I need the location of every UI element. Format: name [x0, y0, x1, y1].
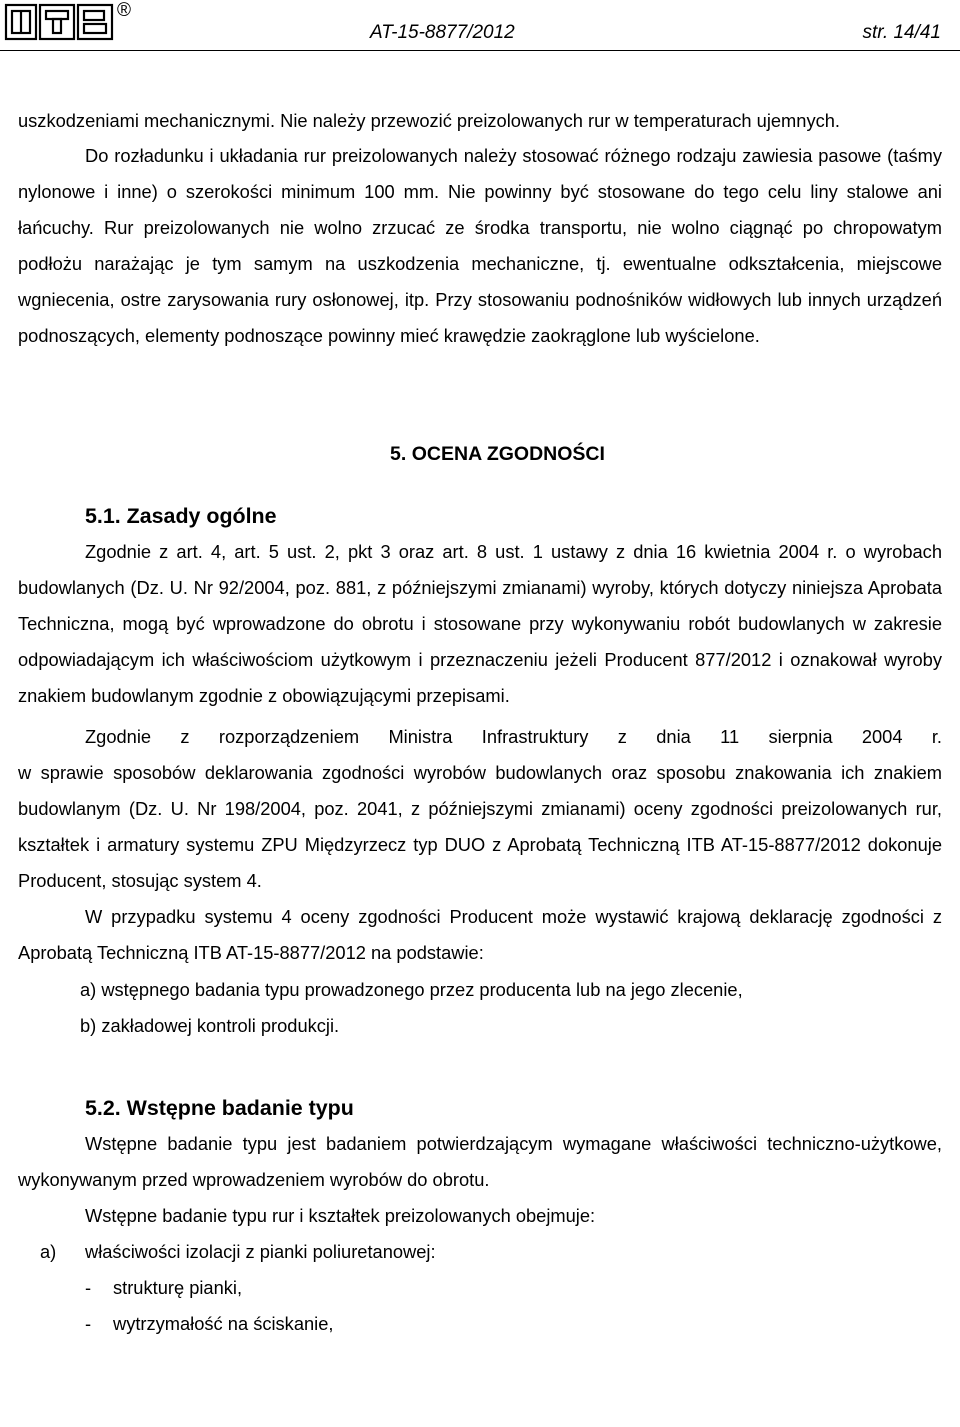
dash-list-item — [18, 1306, 942, 1342]
list-item: a) wstępnego badania typu prowadzonego przez producenta lub na jego zlecenie, — [80, 979, 743, 1000]
body-paragraph: Zgodnie z art. 4, art. 5 ust. 2, pkt 3 oraz art. 8 ust. 1 ustawy z dnia 16 kwietnia 2004 r. o wyrobach budowlanych (Dz. U. Nr 92/2004, poz. 881, z późniejszymi zmianami) wyroby, których dotyczy niniejsza Aprobata Techniczna, mogą być wprowadzone do obrotu i stosowane przy wykonywaniu robót budowlanych w zakresie odpowiadającym ich właściwościom użytkowym i przeznaczeniu jeżeli Producent 877/2012 i oznakował wyroby znakiem budowlanym zgodnie z obowiązującymi przepisami. — [18, 541, 942, 706]
body-paragraph: Wstępne badanie typu jest badaniem potwierdzającym wymagane właściwości techniczno-użytkowe, wykonywanym przed wprowadzeniem wyrobów do obrotu. — [18, 1133, 942, 1190]
list-item-text: właściwości izolacji z pianki poliuretanowej: — [85, 1241, 436, 1262]
dash-list-item — [18, 1270, 942, 1306]
body-paragraph: Do rozładunku i układania rur preizolowanych należy stosować różnego rodzaju zawiesia pasowe (taśmy nylonowe i inne) o szerokości minimum 100 mm. Nie powinny być stosowane do tego celu liny stalowe ani łańcuchy. Rur preizolowanych nie wolno zrzucać ze środka transportu, nie wolno ciągnąć po chropowatym podłożu narażając je tym samym na uszkodzenia mechaniczne, tj. ewentualne odkształcenia, miejscowe wgniecenia, ostre zarysowania rury osłonowej, itp. Przy stosowaniu podnośników widłowych lub innych urządzeń podnoszących, elementy podnoszące powinny mieć krawędzie zaokrąglone lub wyścielone. — [18, 145, 942, 346]
body-paragraph: W przypadku systemu 4 oceny zgodności Producent może wystawić krajową deklarację zgodności z Aprobatą Techniczną ITB AT-15-8877/2012 na podstawie: — [18, 906, 942, 963]
header-page-number: str. 14/41 — [862, 22, 941, 43]
page-header — [0, 0, 960, 60]
body-paragraph: w sprawie sposobów deklarowania zgodności wyrobów budowlanych oraz sposobu znakowania ich znakiem budowlanym (Dz. U. Nr 198/2004, poz. 2041, z późniejszymi zmianami) oceny zgodności preizolowanych rur, kształtek i armatury systemu ZPU Międzyrzecz typ DUO z Aprobatą Techniczną ITB AT-15-8877/2012 dokonuje Producent, stosując system 4. — [18, 762, 942, 891]
itb-logo — [4, 2, 116, 42]
body-paragraph: uszkodzeniami mechanicznymi. Nie należy przewozić preizolowanych rur w temperaturach ujemnych. — [18, 110, 840, 131]
subsection-title: 5.1. Zasady ogólne — [85, 504, 277, 528]
dash-marker: - — [85, 1277, 92, 1298]
subsection-title: 5.2. Wstępne badanie typu — [85, 1096, 354, 1120]
dash-marker: - — [85, 1313, 92, 1334]
dash-item-text: wytrzymałość na ściskanie, — [113, 1313, 334, 1334]
page-content — [18, 103, 942, 1342]
list-item: b) zakładowej kontroli produkcji. — [80, 1015, 340, 1036]
body-paragraph: Wstępne badanie typu rur i kształtek preizolowanych obejmuje: — [85, 1205, 596, 1226]
header-divider — [0, 50, 960, 51]
registered-mark: ® — [117, 0, 131, 21]
dash-item-text: strukturę pianki, — [113, 1277, 243, 1298]
header-document-id: AT-15-8877/2012 — [370, 22, 515, 43]
list-marker: a) — [40, 1241, 57, 1262]
body-paragraph-line: Zgodnie z rozporządzeniem Ministra Infrastruktury z dnia 11 sierpnia 2004 r. — [85, 726, 942, 747]
section-title: 5. OCENA ZGODNOŚCI — [390, 443, 605, 465]
list-item — [18, 1234, 942, 1270]
